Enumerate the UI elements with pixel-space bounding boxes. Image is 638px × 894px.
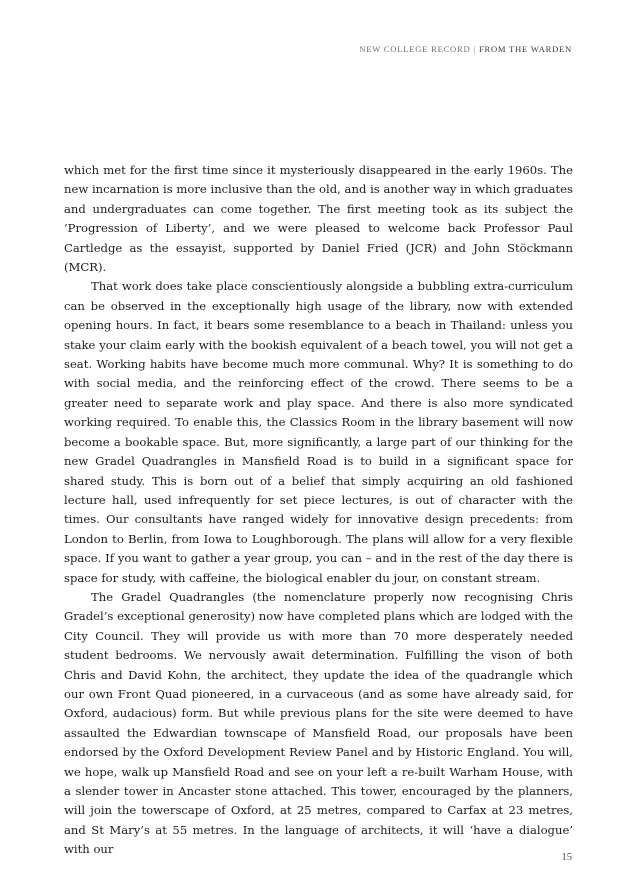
running-header bbox=[359, 44, 572, 54]
body-text bbox=[64, 161, 573, 860]
header-separator: | bbox=[473, 44, 476, 54]
paragraph-2: That work does take place conscientiously alongside a bubbling extra-curriculum can be observed in the exceptionally high usage of the library, now with extended opening hours. In fact, it bears some resemblance to a beach in Thailand: unless you stake your claim early with the bookish equivalent of a beach towel, you will not get a seat. Working habits have become much more communal. Why? It is something to do with social media, and the reinforcing effect of the crowd. There seems to be a greater need to separate work and play space. And there is also more syndicated working required. To enable this, the Classics Room in the library basement will now become a bookable space. But, more significantly, a large part of our thinking for the new Gradel Quadrangles in Mansfield Road is to build in a significant space for shared study. This is born out of a belief that simply acquiring an old fashioned lecture hall, used infrequently for set piece lectures, is out of character with the times. Our consultants have ranged widely for innovative design precedents: from London to Berlin, from Iowa to Loughborough. The plans will allow for a very flexible space. If you want to gather a year group, you can – and in the rest of the day there is space for study, with caffeine, the biological enabler du jour, on constant stream. bbox=[64, 279, 573, 585]
page-number: 15 bbox=[561, 852, 572, 863]
paragraph-3: The Gradel Quadrangles (the nomenclature properly now recognising Chris Gradel’s exceptional generosity) now have completed plans which are lodged with the City Council. They will provide us with more than 70 more desperately needed student bedrooms. We nervously await determination. Fulfilling the vison of both Chris and David Kohn, the architect, they update the idea of the quadrangle which our own Front Quad pioneered, in a curvaceous (and as some have already said, for Oxford, audacious) form. But while previous plans for the site were deemed to have assaulted the Edwardian townscape of Mansfield Road, our proposals have been endorsed by the Oxford Development Review Panel and by Historic England. You will, we hope, walk up Mansfield Road and see on your left a re-built Warham House, with a slender tower in Ancaster stone attached. This tower, encouraged by the planners, will join the towerscape of Oxford, at 25 metres, compared to Carfax at 23 metres, and St Mary’s at 55 metres. In the language of architects, it will ‘have a dialogue’ with our bbox=[64, 589, 573, 857]
publication-title: NEW COLLEGE RECORD bbox=[359, 44, 471, 54]
paragraph-1: which met for the first time since it mysteriously disappeared in the early 1960s. The new incarnation is more inclusive than the old, and is another way in which graduates and undergraduates can come together. The first meeting took as its subject the ‘Progression of Liberty’, and we were pleased to welcome back Professor Paul Cartledge as the essayist, supported by Daniel Fried (JCR) and John Stöckmann (MCR). bbox=[64, 163, 573, 275]
section-title: FROM THE WARDEN bbox=[478, 44, 572, 54]
